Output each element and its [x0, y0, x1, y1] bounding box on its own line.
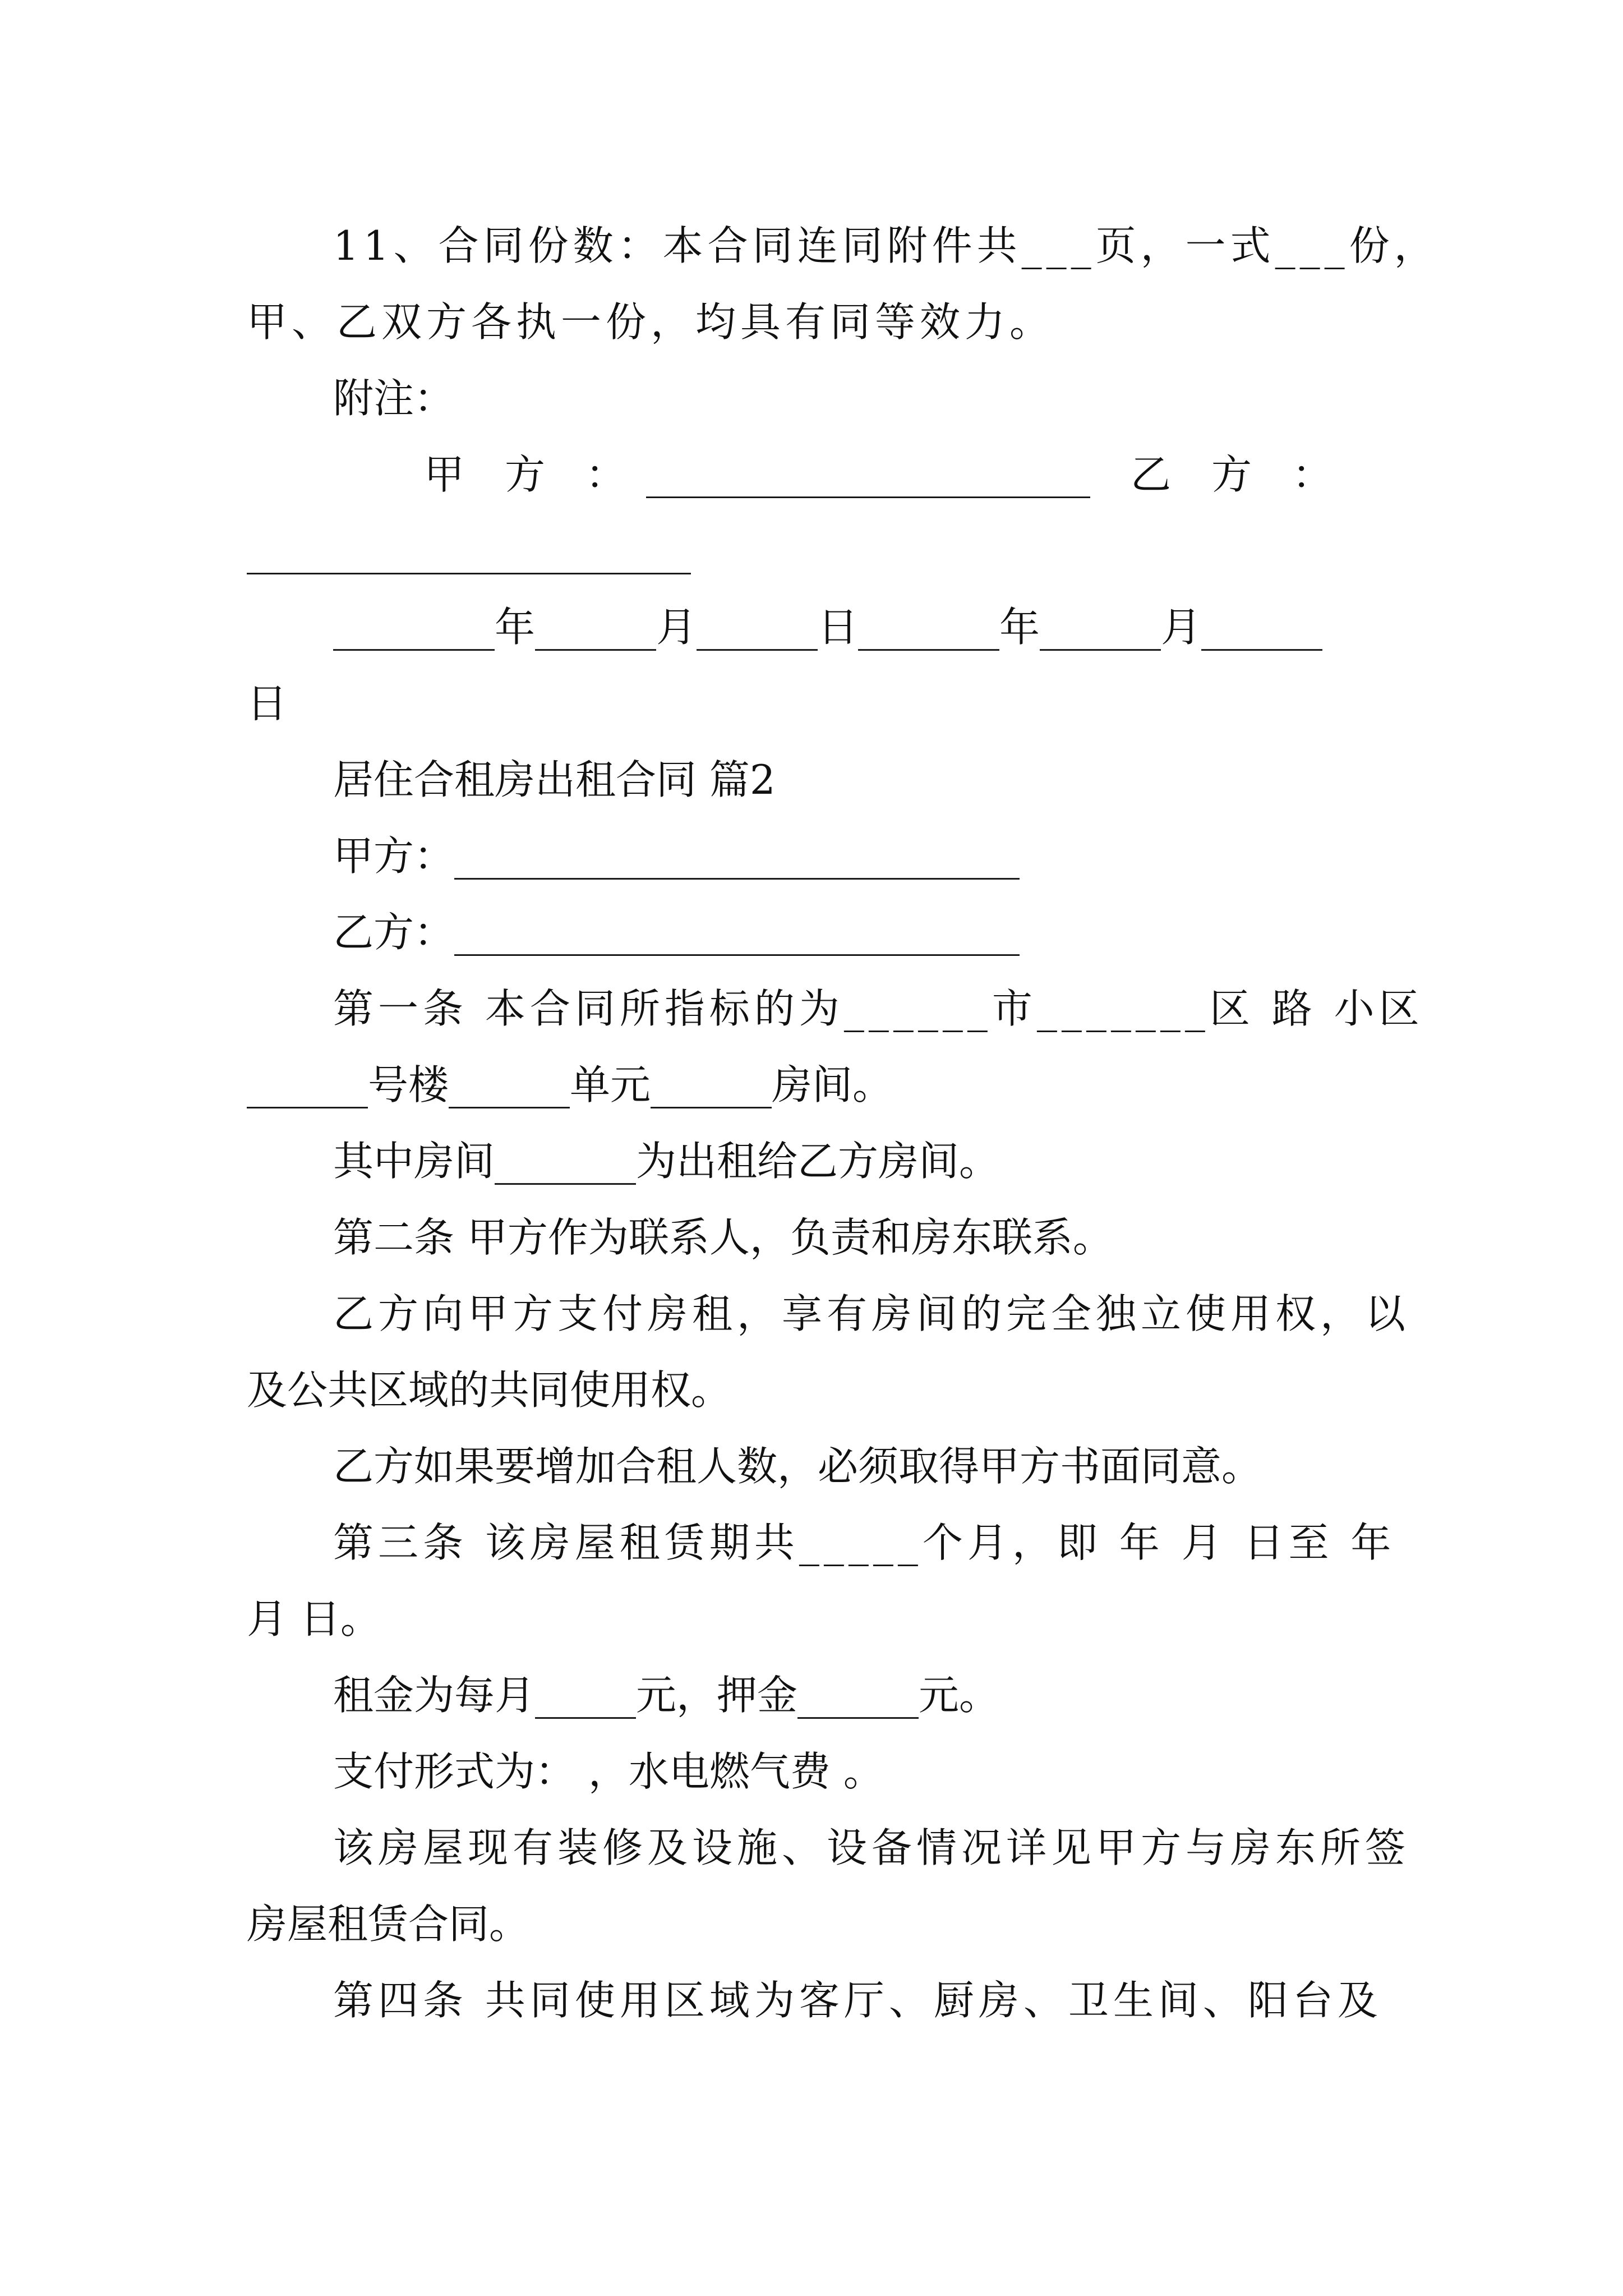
article-4-line-1 — [0, 1970, 1623, 2031]
party-a-line — [0, 825, 1623, 887]
party-a-field: 甲方：____________________________ — [333, 832, 1020, 880]
date-blanks: ________年______月______日_______年______月______ — [333, 604, 1322, 651]
equipment-line-2 — [0, 1893, 1623, 1955]
equipment-continuation: 房屋租赁合同。 — [247, 1901, 530, 1948]
date-line — [0, 596, 1623, 658]
clause-11-line-1 — [0, 215, 1623, 277]
date-line-2 — [0, 673, 1623, 734]
article-3-line-1 — [0, 1512, 1623, 1573]
signature-parties: 甲 方 ： ______________________ 乙 方 ： — [424, 451, 1333, 498]
article-2-add-text: 乙方如果要增加合租人数，必须取得甲方书面同意。 — [333, 1443, 1262, 1490]
note-line — [0, 367, 1623, 429]
article-2-rights-text: 乙方向甲方支付房租，享有房间的完全独立使用权，以 — [333, 1290, 1410, 1337]
part-2-title-line — [0, 749, 1623, 811]
article-1-room: 其中房间_______为出租给乙方房间。 — [333, 1138, 1000, 1185]
party-b-signature-blank: ______________________ — [247, 527, 691, 574]
rent-line — [0, 1664, 1623, 1726]
payment-line — [0, 1741, 1623, 1802]
article-1-text: 第一条 本合同所指标的为______市_______区 路 小区 — [333, 985, 1424, 1032]
clause-11-continuation: 甲、乙双方各执一份，均具有同等效力。 — [247, 298, 1055, 346]
article-3-text: 第三条 该房屋租赁期共_____个月，即 年 月 日至 年 — [333, 1519, 1396, 1566]
article-2-rights-line-2 — [0, 1359, 1623, 1421]
part-2-title: 居住合租房出租合同 篇2 — [333, 756, 776, 803]
party-b-field: 乙方：____________________________ — [333, 909, 1020, 956]
article-2-line — [0, 1207, 1623, 1268]
article-2-rights-continuation: 及公共区域的共同使用权。 — [247, 1366, 732, 1414]
equipment-line-1 — [0, 1817, 1623, 1879]
article-2-add-line — [0, 1435, 1623, 1497]
article-3-line-2 — [0, 1588, 1623, 1650]
signature-line — [0, 444, 1623, 505]
clause-11-line-2 — [0, 291, 1623, 353]
equipment-text: 该房屋现有装修及设施、设备情况详见甲方与房东所签 — [333, 1824, 1410, 1871]
party-b-line — [0, 901, 1623, 963]
note-label: 附注： — [333, 375, 455, 422]
article-1-continuation: ______号楼______单元______房间。 — [247, 1061, 893, 1108]
article-2-rights-line-1 — [0, 1283, 1623, 1345]
date-day-suffix: 日 — [247, 680, 288, 727]
article-4-text: 第四条 共同使用区域为客厅、厨房、卫生间、阳台及 — [333, 1977, 1382, 2024]
article-1-line-1 — [0, 978, 1623, 1039]
article-1-room-line — [0, 1130, 1623, 1192]
article-1-line-2 — [0, 1054, 1623, 1116]
article-3-continuation: 月 日。 — [247, 1595, 381, 1642]
signature-line-2 — [0, 520, 1623, 582]
rent-text: 租金为每月_____元，押金______元。 — [333, 1672, 1000, 1719]
article-2-text: 第二条 甲方作为联系人，负责和房东联系。 — [333, 1214, 1113, 1261]
clause-11-text: 11、合同份数：本合同连同附件共___页，一式___份， — [333, 222, 1439, 269]
payment-text: 支付形式为： ，水电燃气费 。 — [333, 1748, 884, 1795]
